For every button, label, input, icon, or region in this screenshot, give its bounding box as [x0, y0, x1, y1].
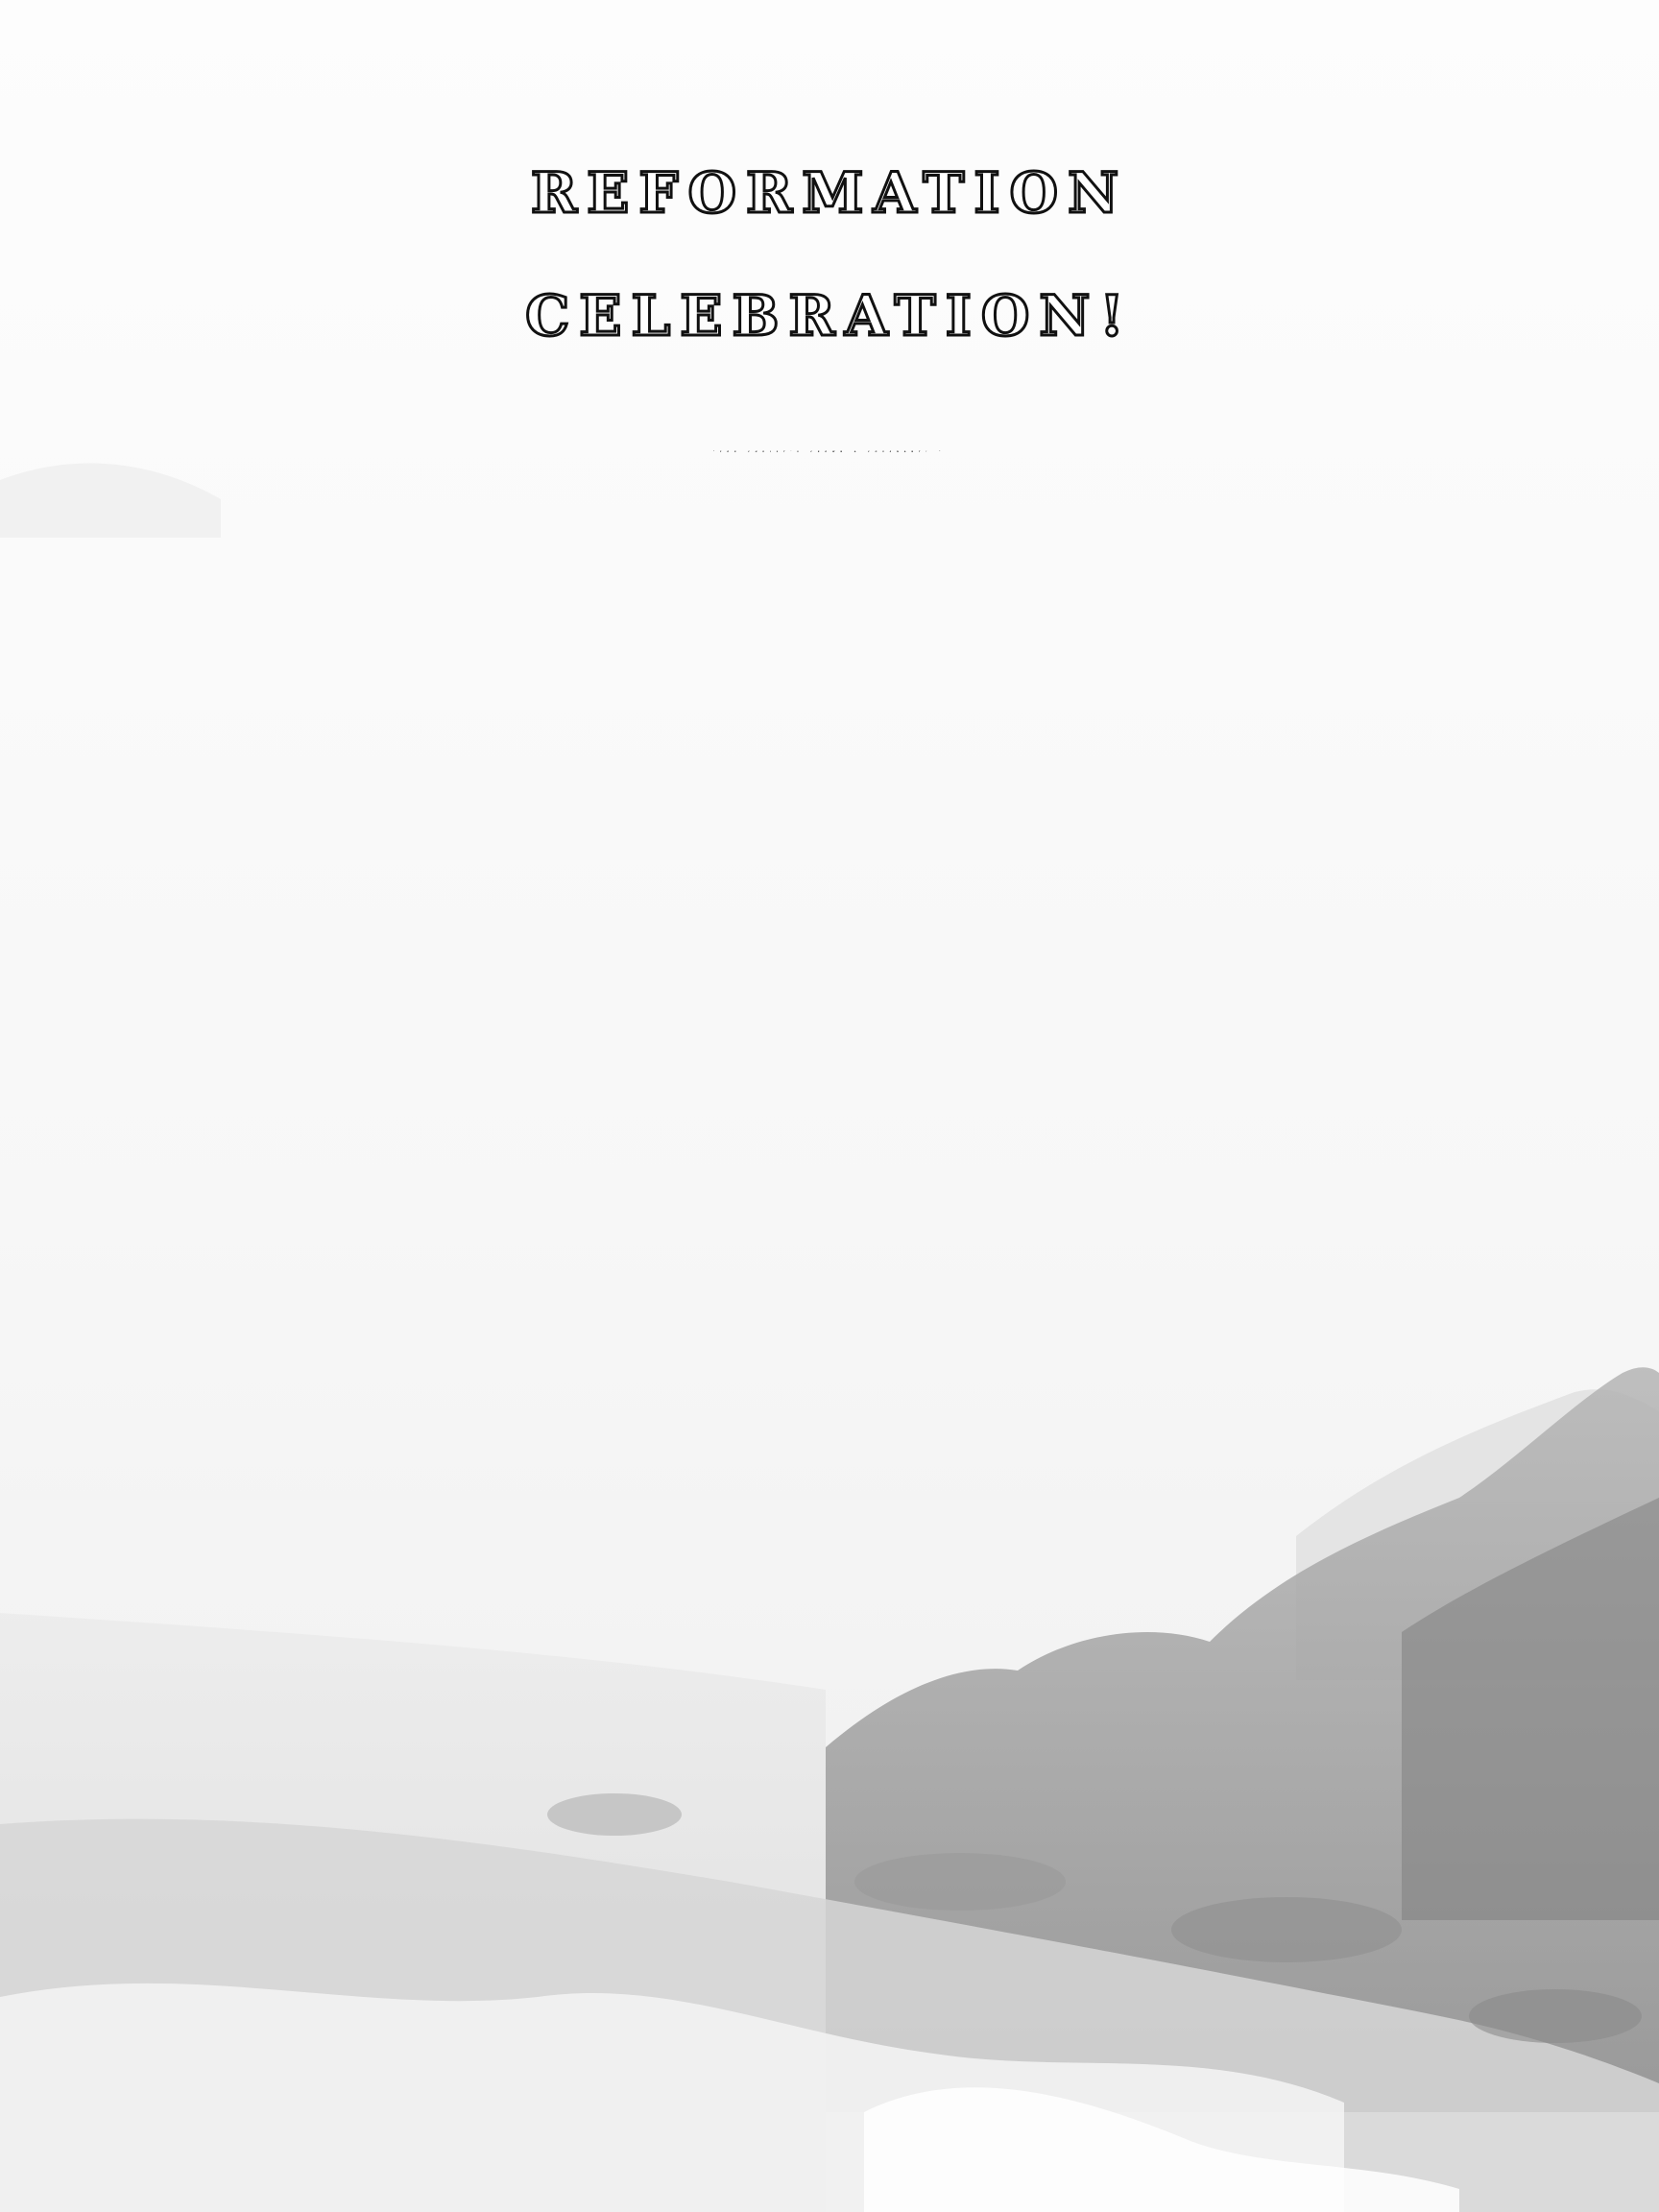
title-line-1: REFORMATION: [530, 160, 1129, 226]
title-line-2: CELEBRATION!: [525, 283, 1134, 349]
tagline: ”FOR CHRIST’S CROWN & COVENANT! ”: [712, 451, 947, 453]
